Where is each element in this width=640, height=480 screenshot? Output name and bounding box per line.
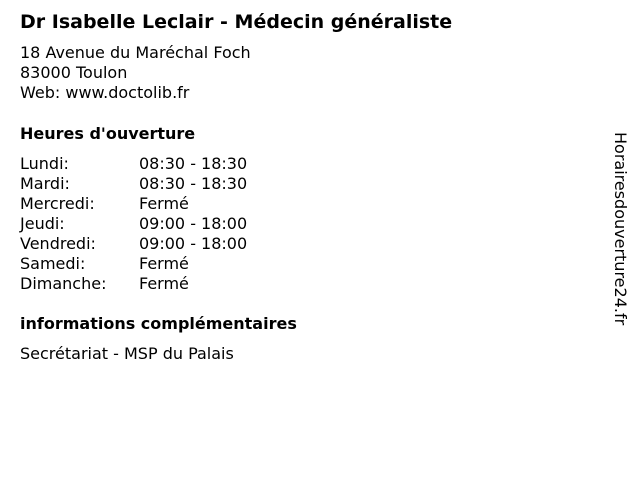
site-watermark: Horairesdouverture24.fr xyxy=(611,132,630,326)
hours-row-mercredi xyxy=(20,194,247,214)
hours-heading: Heures d'ouverture xyxy=(20,124,196,143)
day-label: Jeudi: xyxy=(20,214,65,233)
website-link[interactable]: Web: www.doctolib.fr xyxy=(20,83,190,102)
day-label: Samedi: xyxy=(20,254,86,273)
hours-row-samedi xyxy=(20,254,247,274)
day-hours: Fermé xyxy=(139,274,189,293)
hours-row-dimanche xyxy=(20,274,247,294)
info-heading: informations complémentaires xyxy=(20,314,297,333)
address-street: 18 Avenue du Maréchal Foch xyxy=(20,43,251,62)
address-block xyxy=(20,43,251,103)
day-hours: 08:30 - 18:30 xyxy=(139,174,248,193)
day-hours: 09:00 - 18:00 xyxy=(139,234,248,253)
hours-row-mardi xyxy=(20,174,247,194)
opening-hours-table xyxy=(20,154,247,294)
info-text: Secrétariat - MSP du Palais xyxy=(20,344,234,363)
day-label: Vendredi: xyxy=(20,234,96,253)
page-title: Dr Isabelle Leclair - Médecin généraliste xyxy=(20,11,453,33)
hours-row-lundi xyxy=(20,154,247,174)
day-hours: Fermé xyxy=(139,254,189,273)
day-hours: Fermé xyxy=(139,194,189,213)
day-hours: 09:00 - 18:00 xyxy=(139,214,248,233)
day-hours: 08:30 - 18:30 xyxy=(139,154,248,173)
day-label: Mardi: xyxy=(20,174,70,193)
hours-row-vendredi xyxy=(20,234,247,254)
hours-row-jeudi xyxy=(20,214,247,234)
day-label: Dimanche: xyxy=(20,274,107,293)
day-label: Lundi: xyxy=(20,154,69,173)
day-label: Mercredi: xyxy=(20,194,95,213)
address-city: 83000 Toulon xyxy=(20,63,128,82)
